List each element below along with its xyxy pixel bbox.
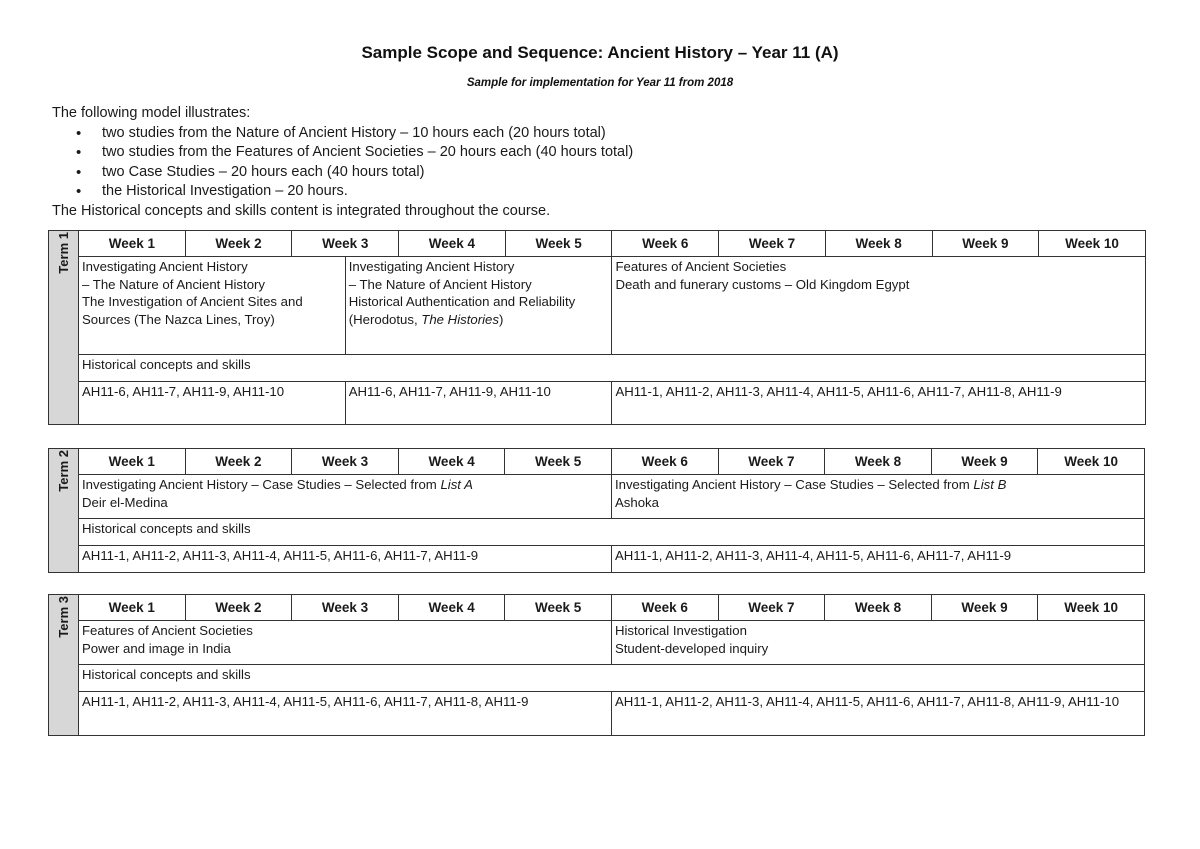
week-header-row [49, 231, 1146, 257]
study-line [82, 476, 608, 494]
study-row [49, 475, 1145, 519]
outcomes-row [49, 692, 1145, 736]
study-line: Features of Ancient Societies [615, 259, 787, 274]
study-line: Investigating Ancient History [82, 259, 248, 274]
outcomes-row [49, 546, 1145, 573]
study-text: Investigating Ancient History – Case Studies – Selected from [614, 477, 974, 492]
week-header-row [49, 595, 1145, 621]
study-list-italic: List B [973, 477, 1007, 492]
page-title: Sample Scope and Sequence: Ancient History – Year 11 (A) [361, 43, 839, 62]
term-3-table [48, 594, 1145, 736]
week-header: Week 4 [398, 595, 505, 621]
term-label: Term 3 [55, 596, 71, 638]
outcomes-cell: AH11-1, AH11-2, AH11-3, AH11-4, AH11-5, AH11-6, AH11-7, AH11-8, AH11-9 [79, 692, 612, 736]
week-header: Week 9 [932, 231, 1039, 257]
study-text: ) [498, 311, 504, 327]
study-line: Death and funerary customs – Old Kingdom Egypt [615, 276, 910, 292]
week-header: Week 10 [1039, 231, 1146, 257]
week-header: Week 3 [292, 595, 399, 621]
study-line: Historical Investigation [614, 623, 747, 638]
week-header: Week 10 [1038, 595, 1145, 621]
week-header: Week 2 [185, 595, 292, 621]
week-header: Week 6 [611, 595, 718, 621]
study-line: The Investigation of Ancient Sites and Sources (The Nazca Lines, Troy) [82, 294, 303, 327]
study-title-italic: The Histories [421, 311, 499, 327]
study-line: Power and image in India [82, 640, 231, 656]
study-list-italic: List A [440, 477, 473, 492]
study-text: Investigating Ancient History – Case Studies – Selected from [82, 477, 441, 492]
week-header: Week 5 [505, 231, 612, 257]
term-label: Term 2 [55, 450, 71, 492]
intro-bullet: • two studies from the Features of Ancient Societies – 20 hours each (40 hours total) [76, 143, 633, 163]
study-line: Features of Ancient Societies [82, 623, 253, 638]
skills-row [49, 665, 1145, 692]
study-line [349, 293, 609, 328]
week-header: Week 4 [398, 449, 505, 475]
week-header: Week 8 [825, 595, 932, 621]
study-line: – The Nature of Ancient History [348, 276, 532, 292]
term-1-grid [48, 230, 1146, 425]
study-line: Ashoka [614, 494, 659, 510]
week-header: Week 9 [931, 449, 1038, 475]
skills-row [49, 355, 1146, 382]
study-cell [79, 621, 612, 665]
study-cell [79, 475, 612, 519]
skills-cell: Historical concepts and skills [79, 519, 1145, 546]
outcomes-cell: AH11-1, AH11-2, AH11-3, AH11-4, AH11-5, AH11-6, AH11-7, AH11-9 [79, 546, 612, 573]
week-header: Week 2 [185, 449, 292, 475]
intro-bullet: • the Historical Investigation – 20 hours. [76, 182, 633, 202]
study-line: Investigating Ancient History [348, 259, 515, 274]
study-cell [611, 621, 1144, 665]
week-header-row [49, 449, 1145, 475]
week-header: Week 6 [612, 231, 719, 257]
week-header: Week 3 [292, 231, 399, 257]
week-header: Week 3 [292, 449, 399, 475]
term-label-cell [49, 449, 79, 573]
skills-cell: Historical concepts and skills [79, 665, 1145, 692]
study-cell [79, 257, 346, 355]
week-header: Week 5 [505, 449, 612, 475]
study-row [49, 257, 1146, 355]
week-header: Week 7 [719, 231, 826, 257]
week-header: Week 7 [718, 595, 825, 621]
week-header: Week 1 [79, 595, 186, 621]
intro-section [52, 104, 633, 221]
study-text: Historical Authentication and Reliability (Herodotus, [348, 294, 576, 327]
study-line: Student-developed inquiry [614, 640, 769, 656]
outcomes-cell: AH11-6, AH11-7, AH11-9, AH11-10 [345, 382, 612, 425]
study-line: – The Nature of Ancient History [82, 276, 266, 292]
intro-bullet: • two studies from the Nature of Ancient History – 10 hours each (20 hours total) [76, 124, 633, 144]
week-header: Week 8 [825, 231, 932, 257]
week-header: Week 8 [825, 449, 932, 475]
week-header: Week 5 [505, 595, 612, 621]
intro-lead: The following model illustrates: [52, 105, 251, 121]
study-cell [611, 475, 1144, 519]
intro-closing: The Historical concepts and skills content is integrated throughout the course. [52, 202, 551, 219]
page-subtitle: Sample for implementation for Year 11 from 2018 [466, 77, 734, 89]
outcomes-cell: AH11-1, AH11-2, AH11-3, AH11-4, AH11-5, AH11-6, AH11-7, AH11-9 [611, 546, 1144, 573]
term-label-cell [49, 595, 79, 736]
study-cell [345, 257, 612, 355]
term-2-table [48, 448, 1145, 573]
outcomes-row [49, 382, 1146, 425]
week-header: Week 2 [185, 231, 292, 257]
week-header: Week 6 [611, 449, 718, 475]
term-1-block [48, 230, 1145, 425]
term-label-cell [49, 231, 79, 425]
intro-bullet: • two Case Studies – 20 hours each (40 hours total) [76, 163, 633, 183]
outcomes-cell: AH11-6, AH11-7, AH11-9, AH11-10 [79, 382, 346, 425]
week-header: Week 1 [79, 231, 186, 257]
week-header: Week 1 [79, 449, 186, 475]
term-label: Term 1 [55, 232, 71, 274]
study-row [49, 621, 1145, 665]
skills-cell: Historical concepts and skills [79, 355, 1146, 382]
week-header: Week 10 [1038, 449, 1145, 475]
study-line: Deir el-Medina [82, 494, 168, 510]
week-header: Week 9 [931, 595, 1038, 621]
study-cell [612, 257, 1145, 355]
week-header: Week 7 [718, 449, 825, 475]
skills-row [49, 519, 1145, 546]
week-header: Week 4 [399, 231, 506, 257]
study-line [615, 476, 1141, 494]
outcomes-cell: AH11-1, AH11-2, AH11-3, AH11-4, AH11-5, AH11-6, AH11-7, AH11-8, AH11-9, AH11-10 [611, 692, 1144, 736]
outcomes-cell: AH11-1, AH11-2, AH11-3, AH11-4, AH11-5, AH11-6, AH11-7, AH11-8, AH11-9 [612, 382, 1145, 425]
intro-bullet-list [52, 124, 633, 202]
